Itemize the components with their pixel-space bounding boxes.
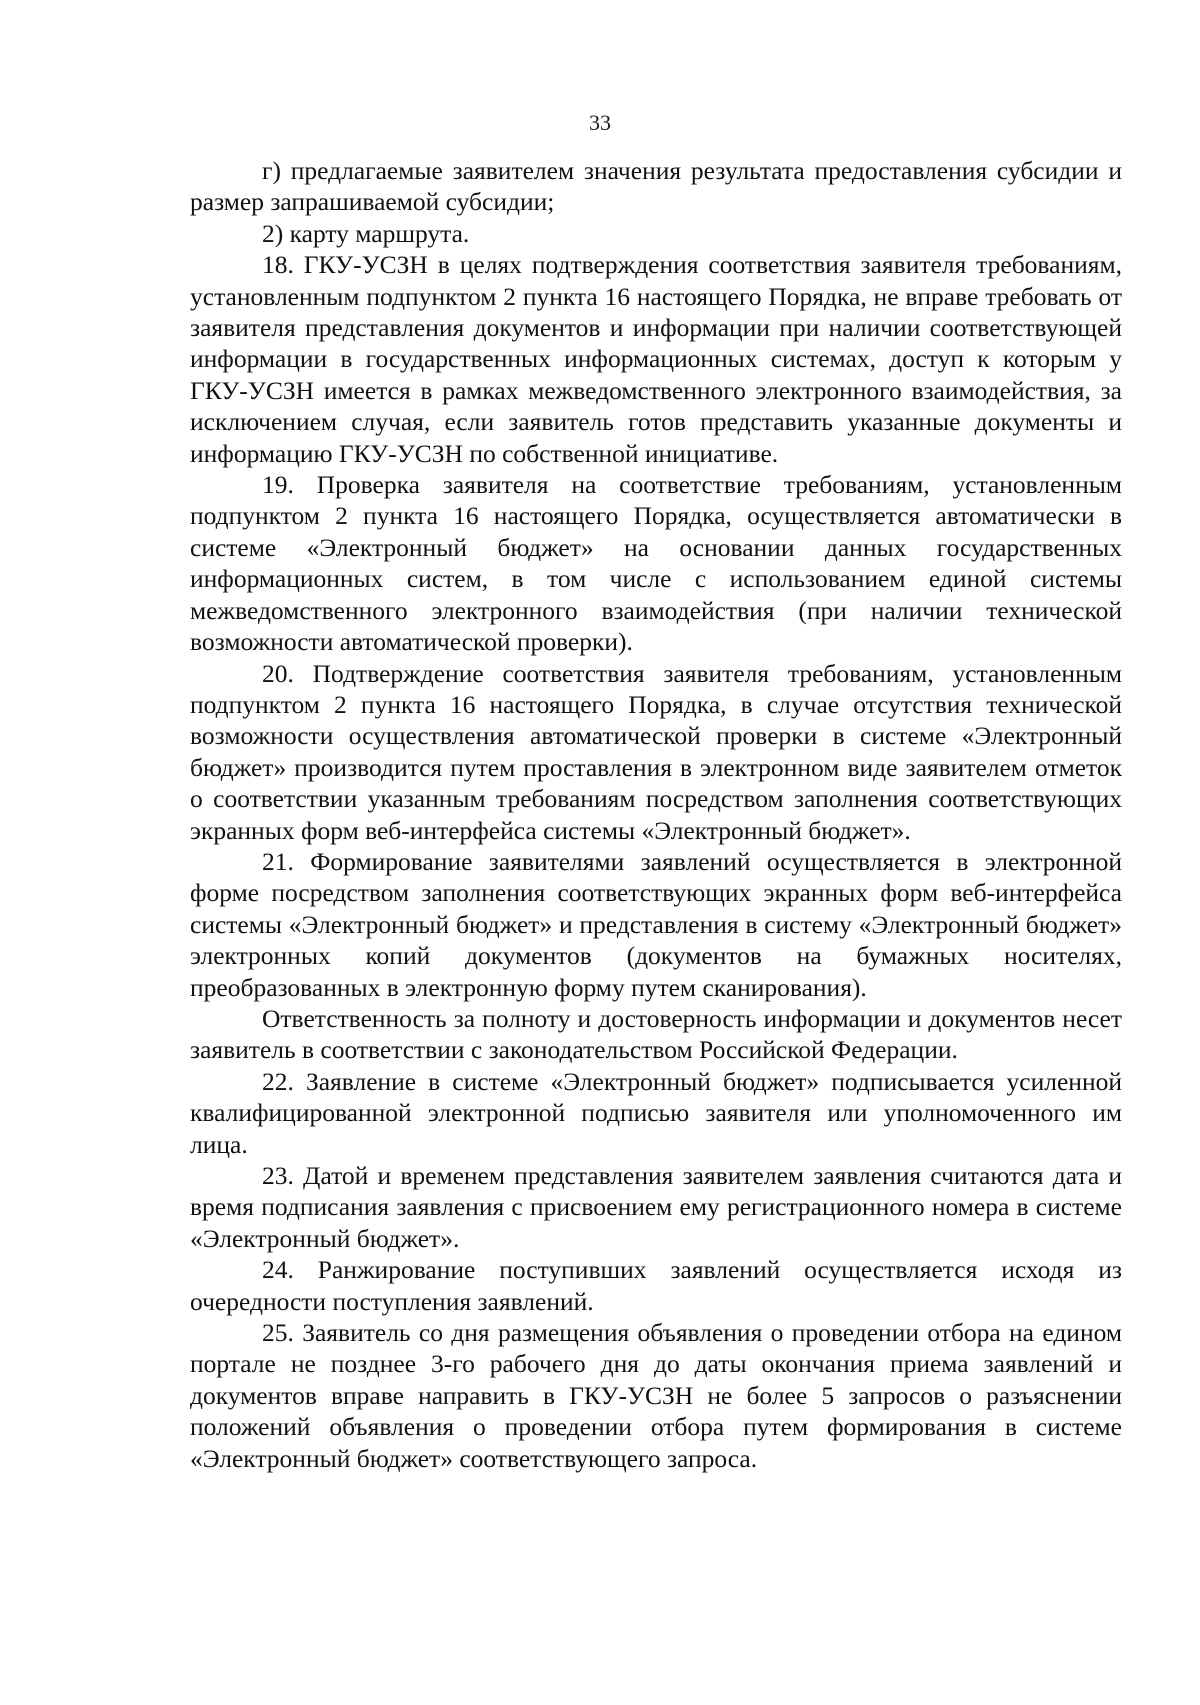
paragraph-23: 23. Датой и временем представления заявителем заявления считаются дата и время подписания заявления с присвоением ему регистрационного номера в системе «Электронный бюджет». [190, 1161, 1122, 1253]
paragraph-24: 24. Ранжирование поступивших заявлений осуществляется исходя из очередности поступления заявлений. [190, 1255, 1122, 1316]
document-body [190, 155, 1122, 1474]
page-number: 33 [589, 110, 611, 135]
paragraph-22: 22. Заявление в системе «Электронный бюджет» подписывается усиленной квалифицированной электронной подписью заявителя или уполномоченного им лица. [190, 1066, 1122, 1159]
paragraph-g: г) предлагаемые заявителем значения результата предоставления субсидии и размер запрашиваемой субсидии; [190, 156, 1122, 217]
paragraph-18: 18. ГКУ-УСЗН в целях подтверждения соответствия заявителя требованиям, установленным подпунктом 2 пункта 16 настоящего Порядка, не вправе требовать от заявителя представления документов и информации при наличии соответствующей информации в государственных информационных системах, доступ к которым у ГКУ-УСЗН имеется в рамках межведомственного электронного взаимодействия, за исключением случая, если заявитель готов представить указанные документы и информацию ГКУ-УСЗН по собственной инициативе. [190, 250, 1122, 468]
paragraph-21: 21. Формирование заявителями заявлений осуществляется в электронной форме посредством заполнения соответствующих экранных форм веб-интерфейса системы «Электронный бюджет» и представления в систему «Электронный бюджет» электронных копий документов (документов на бумажных носителях, преобразованных в электронную форму путем сканирования). [190, 846, 1122, 1002]
paragraph-25: 25. Заявитель со дня размещения объявления о проведении отбора на едином портале не позднее 3-го рабочего дня до даты окончания приема заявлений и документов вправе направить в ГКУ-УСЗН не более 5 запросов о разъяснении положений объявления о проведении отбора путем формирования в системе «Электронный бюджет» соответствующего запроса. [190, 1318, 1122, 1473]
paragraph-responsibility: Ответственность за полноту и достоверность информации и документов несет заявитель в соответствии с законодательством Российской Федерации. [190, 1003, 1122, 1065]
paragraph-20: 20. Подтверждение соответствия заявителя требованиям, установленным подпунктом 2 пункта 16 настоящего Порядка, в случае отсутствия технической возможности осуществления автоматической проверки в системе «Электронный бюджет» производится путем проставления в электронном виде заявителем отметок о соответствии указанным требованиям посредством заполнения соответствующих экранных форм веб-интерфейса системы «Электронный бюджет». [190, 658, 1122, 845]
paragraph-route-map: 2) карту маршрута. [262, 218, 470, 248]
paragraph-19: 19. Проверка заявителя на соответствие требованиям, установленным подпунктом 2 пункта 16 настоящего Порядка, осуществляется автоматически в системе «Электронный бюджет» на основании данных государственных информационных систем, в том числе с использованием единой системы межведомственного электронного взаимодействия (при наличии технической возможности автоматической проверки). [190, 470, 1122, 657]
